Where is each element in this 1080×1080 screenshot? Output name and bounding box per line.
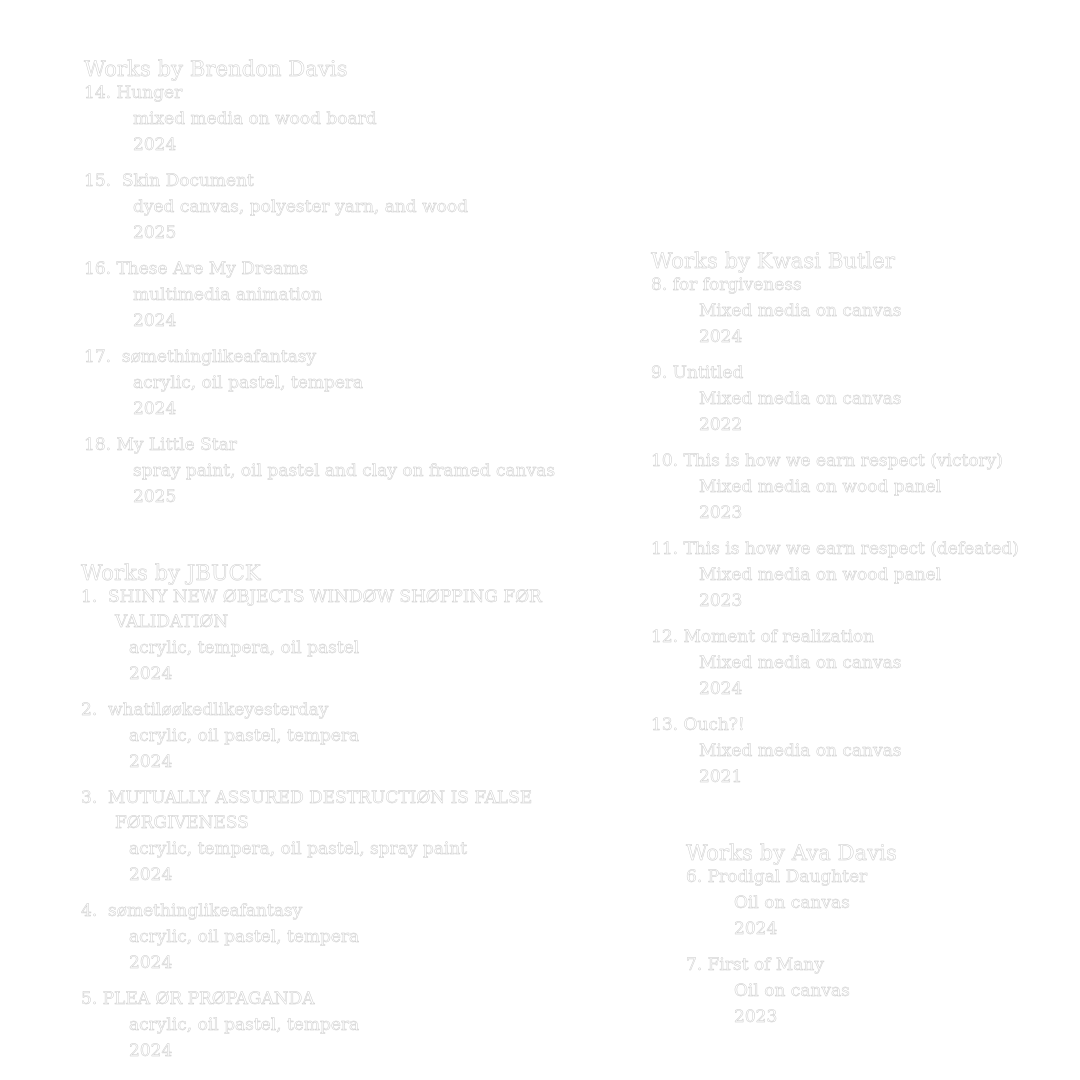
artwork-year: 2024	[699, 679, 743, 699]
artwork-item	[651, 713, 1061, 790]
artwork-title: 11. This is how we earn respect (defeated)	[651, 539, 1019, 559]
artwork-year: 2022	[699, 415, 743, 435]
artwork-title: 16. These Are My Dreams	[84, 259, 309, 279]
artwork-year: 2024	[129, 953, 173, 973]
artwork-medium: Oil on canvas	[734, 893, 850, 913]
artwork-item	[686, 865, 986, 942]
artwork-item	[686, 953, 986, 1030]
spacer	[651, 350, 1061, 361]
artwork-title: 14. Hunger	[84, 83, 183, 103]
artwork-year: 2024	[734, 919, 778, 939]
spacer	[84, 422, 604, 433]
artwork-item	[84, 169, 604, 246]
artwork-year: 2024	[133, 311, 177, 331]
artwork-item	[651, 361, 1061, 438]
artwork-title: 3. MUTUALLY ASSURED DESTRUCTIØN IS FALSE FØRGIVENESS	[81, 788, 538, 833]
artwork-medium: acrylic, oil pastel, tempera	[129, 726, 360, 746]
section-title: Works by Ava Davis	[686, 841, 897, 865]
artwork-year: 2025	[133, 487, 177, 507]
artwork-year: 2024	[129, 1041, 173, 1061]
section-jbuck	[81, 561, 581, 1064]
artwork-title: 8. for forgiveness	[651, 275, 802, 295]
artwork-title: 15. Skin Document	[84, 171, 254, 191]
section-title: Works by Kwasi Butler	[651, 249, 896, 273]
artwork-year: 2024	[133, 135, 177, 155]
artwork-medium: acrylic, tempera, oil pastel, spray paint	[129, 839, 468, 859]
artwork-title: 9. Untitled	[651, 363, 744, 383]
artwork-title: 13. Ouch?!	[651, 715, 745, 735]
artwork-medium: acrylic, oil pastel, tempera	[129, 1015, 360, 1035]
artwork-year: 2024	[129, 752, 173, 772]
spacer	[84, 246, 604, 257]
artwork-item	[651, 625, 1061, 702]
artwork-item	[81, 987, 581, 1064]
spacer	[81, 687, 581, 698]
artwork-medium: Mixed media on canvas	[699, 653, 902, 673]
section-ava-davis	[686, 841, 986, 1030]
artwork-item	[84, 433, 604, 510]
artwork-title: 4. sømethinglikeafantasy	[81, 901, 303, 921]
artwork-medium: Mixed media on canvas	[699, 741, 902, 761]
artwork-medium: dyed canvas, polyester yarn, and wood	[133, 197, 468, 217]
artwork-title: 2. whatiløøkedlikeyesterday	[81, 700, 329, 720]
artwork-year: 2024	[699, 327, 743, 347]
artwork-year: 2024	[133, 399, 177, 419]
artwork-title: 6. Prodigal Daughter	[686, 867, 868, 887]
artwork-item	[81, 899, 581, 976]
artwork-title: 7. First of Many	[686, 955, 824, 975]
spacer	[651, 702, 1061, 713]
artwork-medium: Mixed media on canvas	[699, 301, 902, 321]
artwork-item	[651, 537, 1061, 614]
artwork-medium: acrylic, oil pastel, tempera	[129, 927, 360, 947]
artwork-item	[84, 81, 604, 158]
artwork-medium: Mixed media on canvas	[699, 389, 902, 409]
artwork-title: 17. sømethinglikeafantasy	[84, 347, 317, 367]
spacer	[81, 775, 581, 786]
artwork-item	[651, 449, 1061, 526]
artwork-item	[81, 585, 581, 687]
artwork-year: 2021	[699, 767, 743, 787]
artwork-year: 2024	[129, 865, 173, 885]
artwork-medium: acrylic, tempera, oil pastel	[129, 638, 360, 658]
artwork-item	[84, 257, 604, 334]
spacer	[84, 158, 604, 169]
artwork-item	[651, 273, 1061, 350]
artwork-title: 12. Moment of realization	[651, 627, 875, 647]
artwork-medium: Mixed media on wood panel	[699, 477, 942, 497]
section-title: Works by Brendon Davis	[84, 57, 348, 81]
spacer	[81, 888, 581, 899]
artwork-medium: mixed media on wood board	[133, 109, 377, 129]
spacer	[81, 976, 581, 987]
artwork-medium: multimedia animation	[133, 285, 323, 305]
section-title: Works by JBUCK	[81, 561, 261, 585]
artwork-title: 1. SHINY NEW ØBJECTS WINDØW SHØPPING FØR VALIDATIØN	[81, 587, 548, 632]
artwork-title: 5. PLEA ØR PRØPAGANDA	[81, 989, 315, 1009]
artwork-item	[84, 345, 604, 422]
artwork-year: 2023	[699, 503, 743, 523]
artwork-year: 2025	[133, 223, 177, 243]
artwork-medium: spray paint, oil pastel and clay on framed canvas	[133, 461, 556, 481]
spacer	[651, 614, 1061, 625]
spacer	[84, 334, 604, 345]
spacer	[651, 438, 1061, 449]
artwork-year: 2024	[129, 664, 173, 684]
artwork-year: 2023	[699, 591, 743, 611]
artwork-item	[81, 786, 581, 888]
spacer	[651, 526, 1061, 537]
artwork-title: 18. My Little Star	[84, 435, 237, 455]
section-kwasi-butler	[651, 249, 1061, 790]
spacer	[686, 942, 986, 953]
artwork-medium: acrylic, oil pastel, tempera	[133, 373, 364, 393]
artwork-medium: Mixed media on wood panel	[699, 565, 942, 585]
artwork-title: 10. This is how we earn respect (victory)	[651, 451, 1003, 471]
artwork-medium: Oil on canvas	[734, 981, 850, 1001]
section-brendon-davis	[84, 57, 604, 510]
artwork-item	[81, 698, 581, 775]
artwork-year: 2023	[734, 1007, 778, 1027]
